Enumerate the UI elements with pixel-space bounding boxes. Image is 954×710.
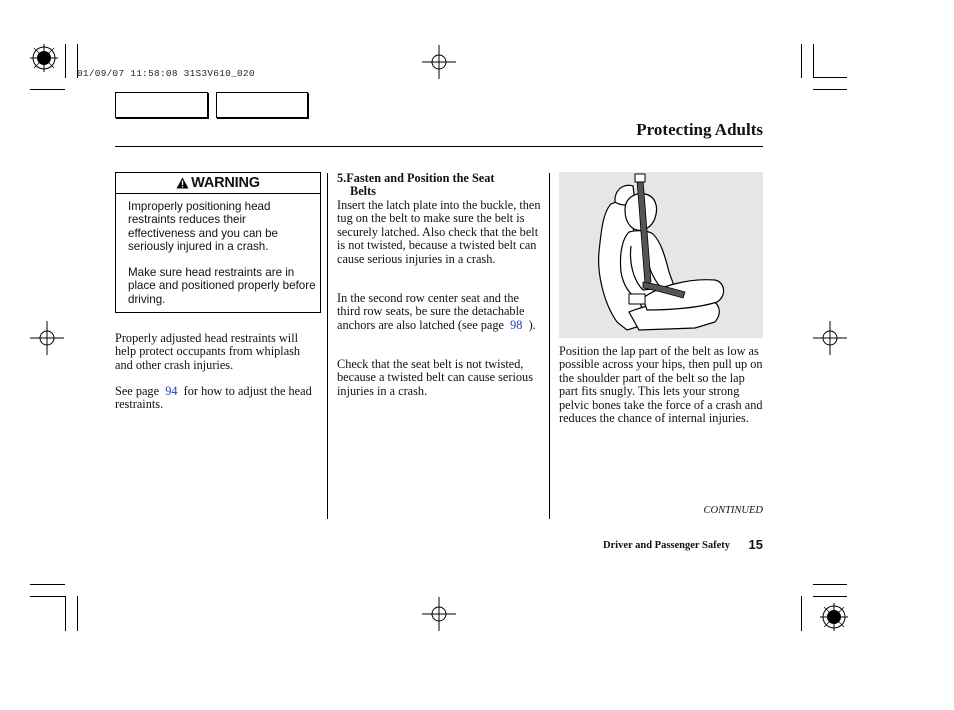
title-rule (115, 146, 763, 147)
second-row-end: ). (528, 317, 536, 332)
second-row-paragraph (337, 292, 542, 332)
latch-plate-paragraph: Insert the latch plate into the buckle, then tug on the belt to make sure the belt is securely latched. Also check that the belt is not twisted, because a twisted belt can cause serious injuries in a crash. (337, 198, 541, 266)
crop-mark (813, 89, 847, 90)
crosshair-mark-left (30, 321, 64, 355)
crop-mark (813, 77, 847, 78)
seatbelt-illustration (559, 172, 763, 338)
crosshair-mark-top (422, 45, 456, 79)
see-page-suffix: for how to adjust the head restraints. (115, 384, 312, 412)
registration-mark-bottom-right (820, 603, 848, 631)
footer-chapter: Driver and Passenger Safety (602, 540, 730, 551)
crop-mark (813, 584, 847, 585)
crosshair-mark-bottom (422, 597, 456, 631)
tab-box-2 (216, 92, 308, 118)
print-timestamp: 01/09/07 11:58:08 31S3V610_020 (77, 68, 255, 79)
crop-mark (801, 44, 802, 78)
column-divider-1 (327, 173, 328, 519)
crop-mark (65, 596, 66, 631)
page-link-94[interactable]: 94 (165, 384, 178, 398)
section-title: Protecting Adults (636, 120, 763, 139)
second-row-text: In the second row center seat and the third row seats, be sure the detachable anchors are also latched (see page (337, 291, 525, 332)
crop-mark (77, 596, 78, 631)
lap-belt-paragraph: Position the lap part of the belt as low as possible across your hips, then pull up on the shoulder part of the belt so the lap part fits snugly. This lets your strong pelvic bones take the force of a crash and reduces the chance of internal injuries. (559, 344, 763, 426)
page-number: 15 (748, 537, 763, 552)
belt-not-twisted-paragraph: Check that the seat belt is not twisted, because a twisted belt can cause serious injuries in a crash. (337, 357, 533, 398)
crop-mark (30, 596, 65, 597)
warning-paragraph-1: Improperly positioning head restraints reduces their effectiveness and you can be seriously injured in a crash. (128, 200, 278, 253)
head-restraints-paragraph: Properly adjusted head restraints will help protect occupants from whiplash and other crash injuries. (115, 331, 301, 372)
registration-mark-top-left (30, 44, 58, 72)
step-number: 5. (337, 171, 347, 185)
crosshair-mark-right (813, 321, 847, 355)
crop-mark (813, 44, 814, 78)
step-heading (337, 172, 542, 199)
column-divider-2 (549, 173, 550, 519)
step-title-line-1: Fasten and Position the Seat (346, 171, 495, 185)
tab-box-1 (115, 92, 208, 118)
page-link-98[interactable]: 98 (510, 317, 523, 332)
crop-mark (65, 44, 66, 78)
warning-triangle-icon (176, 177, 189, 189)
warning-box (115, 172, 321, 313)
warning-paragraph-2: Make sure head restraints are in place and positioned properly before driving. (128, 266, 316, 306)
warning-header (116, 173, 320, 194)
crop-mark (801, 596, 802, 631)
step-title-line-2: Belts (350, 184, 376, 199)
continued-label: CONTINUED (703, 505, 763, 516)
see-page-prefix: See page (115, 384, 160, 398)
crop-mark (813, 596, 847, 597)
crop-mark (30, 584, 65, 585)
see-page-paragraph (115, 385, 315, 412)
warning-label: WARNING (191, 175, 260, 191)
crop-mark (30, 89, 65, 90)
